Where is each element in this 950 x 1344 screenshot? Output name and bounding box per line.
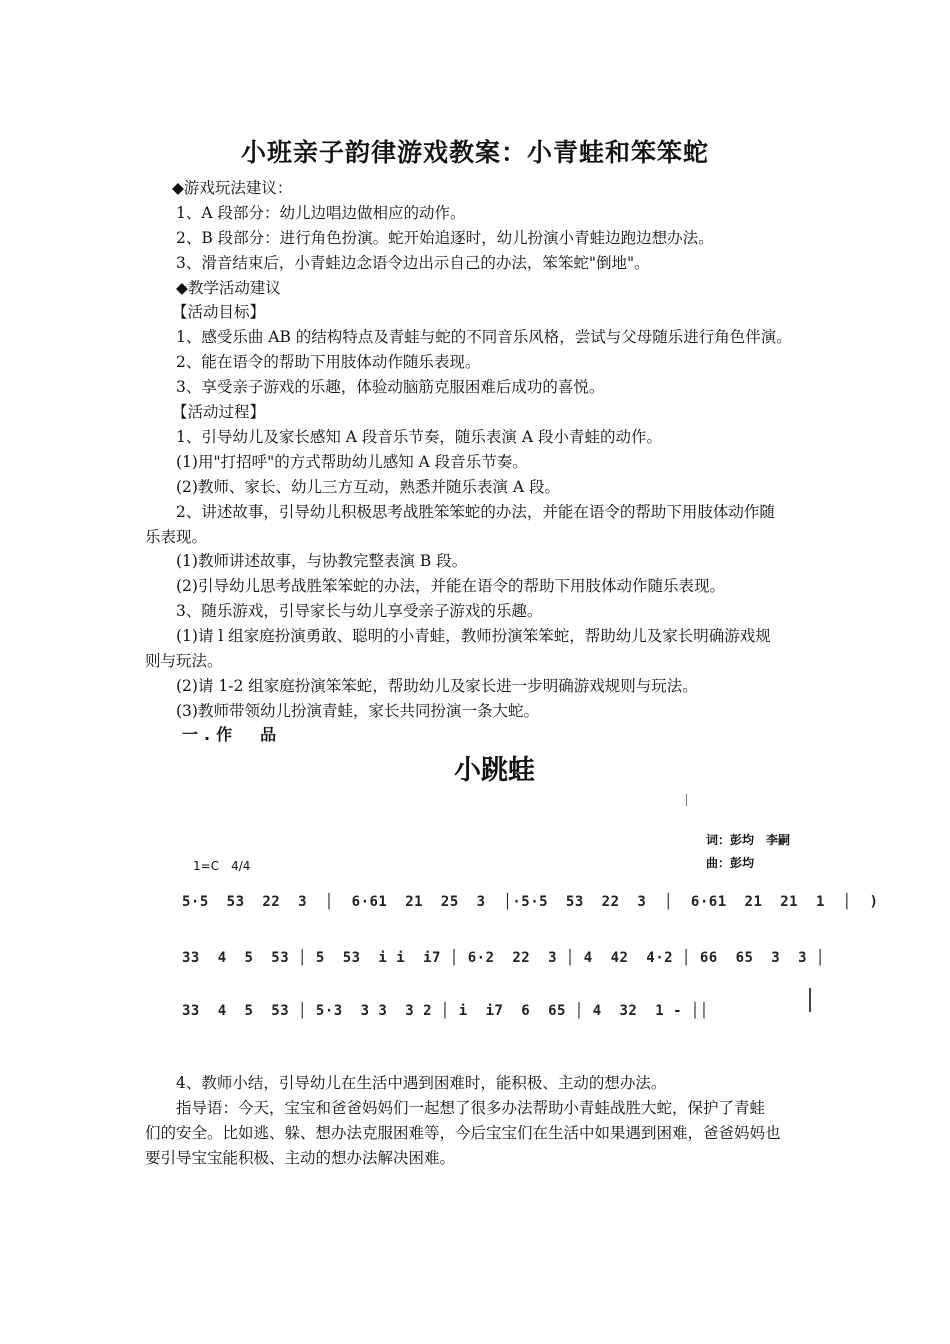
paragraph-line: 要引导宝宝能积极、主动的想办法解决困难。 (145, 1149, 456, 1167)
notation-row-1: 5·5 53 22 3 │ 6·61 21 25 3 │·5·5 53 22 3 │ 6·61 21 21 1 │ ) (182, 894, 879, 910)
paragraph-line: 1、感受乐曲 AB 的结构特点及青蛙与蛇的不同音乐风格，尝试与父母随乐进行角色伴演。 (176, 328, 792, 346)
paragraph-line: (1)用"打招呼"的方式帮助幼儿感知 A 段音乐节奏。 (176, 453, 528, 471)
paragraph-line: 3、享受亲子游戏的乐趣，体验动脑筋克服困难后成功的喜悦。 (176, 378, 605, 396)
subsection-heading-process: 【活动过程】 (172, 403, 266, 421)
paragraph-line: 2、B 段部分：进行角色扮演。蛇开始追逐时，幼儿扮演小青蛙边跑边想办法。 (176, 229, 714, 247)
paragraph-line: 2、讲述故事，引导幼儿积极思考战胜笨笨蛇的办法，并能在语令的帮助下用肢体动作随 (176, 503, 775, 521)
paragraph-line: 3、滑音结束后，小青蛙边念语令边出示自己的办法，笨笨蛇"倒地"。 (176, 254, 650, 272)
paragraph-line: 则与玩法。 (145, 652, 223, 670)
paragraph-line: (3)教师带领幼儿扮演青蛙，家长共同扮演一条大蛇。 (176, 702, 539, 720)
paragraph-line: 们的安全。比如逃、躲、想办法克服困难等，今后宝宝们在生活中如果遇到困难，爸爸妈妈也 (145, 1124, 781, 1142)
paragraph-line: (2)引导幼儿思考战胜笨笨蛇的办法，并能在语令的帮助下用肢体动作随乐表现。 (176, 577, 725, 595)
page-title: 小班亲子韵律游戏教案：小青蛙和笨笨蛇 (240, 138, 709, 167)
paragraph-line: (1)教师讲述故事，与协教完整表演 B 段。 (176, 552, 468, 570)
paragraph-line: 2、能在语令的帮助下用肢体动作随乐表现。 (176, 353, 481, 371)
paragraph-line: 3、随乐游戏，引导家长与幼儿享受亲子游戏的乐趣。 (176, 602, 543, 620)
key-signature: 1=C 4/4 (193, 859, 251, 873)
score-heading: 一.作 品 (182, 725, 283, 744)
subsection-heading-goals: 【活动目标】 (172, 303, 266, 321)
paragraph-line: 1、引导幼儿及家长感知 A 段音乐节奏，随乐表演 A 段小青蛙的动作。 (176, 428, 662, 446)
notation-row-2: 33 4 5 53 │ 5 53 i i i7 │ 6·2 22 3 │ 4 42 4·2 │ 66 65 3 3 │ (182, 950, 825, 966)
score-mark (686, 794, 687, 806)
section-heading-game: ◆游戏玩法建议： (172, 179, 293, 197)
paragraph-line: 1、A 段部分：幼儿边唱边做相应的动作。 (176, 204, 466, 222)
section-heading-teaching: ◆教学活动建议 (176, 279, 281, 297)
paragraph-line: (2)教师、家长、幼儿三方互动，熟悉并随乐表演 A 段。 (176, 478, 561, 496)
notation-row-3: 33 4 5 53 │ 5·3 3 3 3 2 │ i i7 6 65 │ 4 32 1 - ││ (182, 1003, 709, 1019)
paragraph-line: 指导语：今天，宝宝和爸爸妈妈们一起想了很多办法帮助小青蛙战胜大蛇，保护了青蛙 (176, 1099, 766, 1117)
paragraph-line: 4、教师小结，引导幼儿在生活中遇到困难时，能积极、主动的想办法。 (176, 1074, 667, 1092)
song-title: 小跳蛙 (454, 755, 535, 786)
score-barline (809, 988, 811, 1012)
composer-credit: 曲：彭均 (706, 856, 755, 870)
lyricist-credit: 词：彭均 李嗣 (706, 833, 791, 847)
paragraph-line: 乐表现。 (145, 528, 208, 546)
paragraph-line: (2)请 1-2 组家庭扮演笨笨蛇，帮助幼儿及家长进一步明确游戏规则与玩法。 (176, 677, 698, 695)
paragraph-line: (1)请 l 组家庭扮演勇敢、聪明的小青蛙，教师扮演笨笨蛇，帮助幼儿及家长明确游戏规 (176, 627, 771, 645)
